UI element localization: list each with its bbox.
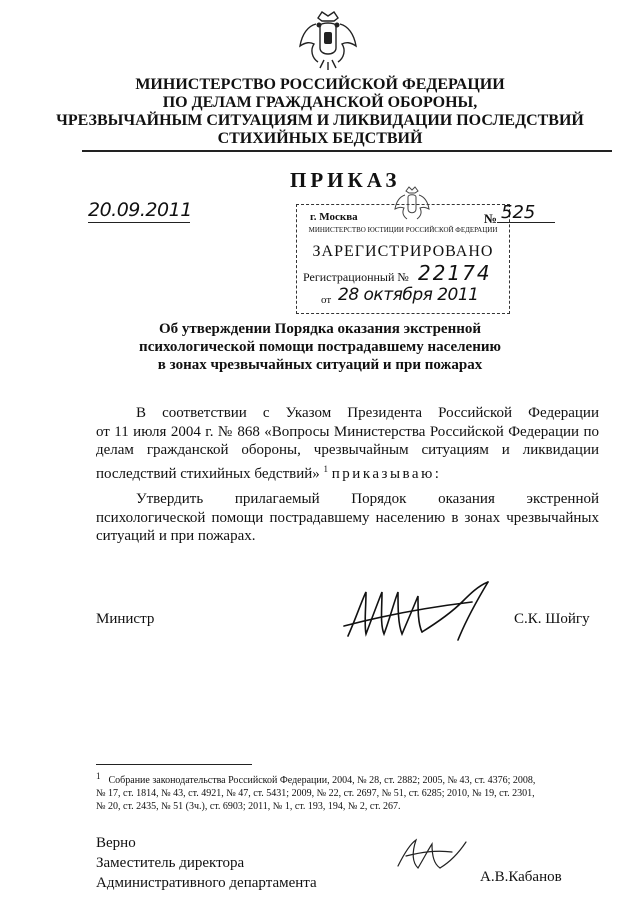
footnote-mark: 1 <box>96 771 101 781</box>
body-paragraph <box>96 490 599 546</box>
body-line: психологической помощи пострадавшему населению в зонах чрезвычайных <box>96 509 599 526</box>
russian-coat-of-arms-icon <box>296 8 360 72</box>
signatory-position: Министр <box>96 611 155 627</box>
certification-line: Административного департамента <box>96 875 317 891</box>
subject-line: Об утверждении Порядка оказания экстренной <box>158 321 482 337</box>
order-subject <box>0 320 640 374</box>
certification-line: Верно <box>96 835 136 851</box>
order-number: 525 <box>501 202 536 223</box>
signatory-name: С.К. Шойгу <box>514 611 590 627</box>
ministry-line: ЧРЕЗВЫЧАЙНЫМ СИТУАЦИЯМ И ЛИКВИДАЦИИ ПОСЛЕДСТВИЙ <box>56 112 584 129</box>
body-paragraph <box>96 404 599 483</box>
stamp-from-label: от <box>321 294 332 306</box>
certification-block <box>96 833 317 893</box>
footnote-divider <box>96 764 252 765</box>
certifier-name: А.В.Кабанов <box>480 869 562 885</box>
handwritten-signature <box>342 578 512 648</box>
header-divider <box>82 150 612 152</box>
number-underline <box>497 222 555 223</box>
body-text: последствий стихийных бедствий» <box>96 465 320 482</box>
footnote <box>96 770 606 813</box>
footnote-line: № 17, ст. 1814, № 43, ст. 4921, № 47, ст. 5431; 2009, № 22, ст. 2697, № 51, ст. 6285; 2010, № 19, ст. 2301, <box>96 788 535 800</box>
certification-signature <box>392 832 472 878</box>
body-line: ситуаций и при пожарах. <box>96 528 256 544</box>
stamp-registered: ЗАРЕГИСТРИРОВАНО <box>312 243 494 260</box>
footnote-line <box>96 770 606 787</box>
body-line: В соответствии с Указом Президента Российской Федерации <box>136 405 599 421</box>
order-number-label: № <box>484 211 498 226</box>
certification-line: Заместитель директора <box>96 855 245 871</box>
stamp-reg-number: 22174 <box>418 261 492 285</box>
ministry-line: МИНИСТЕРСТВО РОССИЙСКОЙ ФЕДЕРАЦИИ <box>135 76 505 93</box>
subject-line: в зонах чрезвычайных ситуаций и при пожарах <box>157 357 483 373</box>
orders-word: приказываю: <box>331 465 442 482</box>
stamp-reg-number-label: Регистрационный № <box>303 270 409 284</box>
date-underline <box>88 222 190 223</box>
body-line: делам гражданской обороны, чрезвычайным ситуациям и ликвидации <box>96 442 599 458</box>
body-line-last <box>96 460 599 484</box>
footnote-line: № 20, ст. 2435, № 51 (3ч.), ст. 6903; 2011, № 1, ст. 193, 194, № 2, ст. 267. <box>96 801 401 813</box>
ministry-line: ПО ДЕЛАМ ГРАЖДАНСКОЙ ОБОРОНЫ, <box>162 94 478 111</box>
body-line: от 11 июля 2004 г. № 868 «Вопросы Министерства Российской Федерации по <box>96 423 599 440</box>
ministry-line: СТИХИЙНЫХ БЕДСТВИЙ <box>217 130 423 147</box>
order-city: г. Москва <box>310 211 358 223</box>
order-date: 20.09.2011 <box>88 199 192 221</box>
ministry-name <box>0 76 640 148</box>
document-type-title: ПРИКАЗ <box>290 168 401 192</box>
footnote-ref: 1 <box>323 463 329 474</box>
stamp-emblem-icon <box>392 183 432 223</box>
footnote-text: Собрание законодательства Российской Федерации, 2004, № 28, ст. 2882; 2005, № 43, ст. 4376; 2008, <box>108 775 536 787</box>
body-line: Утвердить прилагаемый Порядок оказания экстренной <box>136 491 599 507</box>
stamp-reg-date: 28 октября 2011 <box>338 285 479 305</box>
stamp-ministry: МИНИСТЕРСТВО ЮСТИЦИИ РОССИЙСКОЙ ФЕДЕРАЦИИ <box>308 226 498 234</box>
subject-line: психологической помощи пострадавшему населению <box>139 339 501 355</box>
